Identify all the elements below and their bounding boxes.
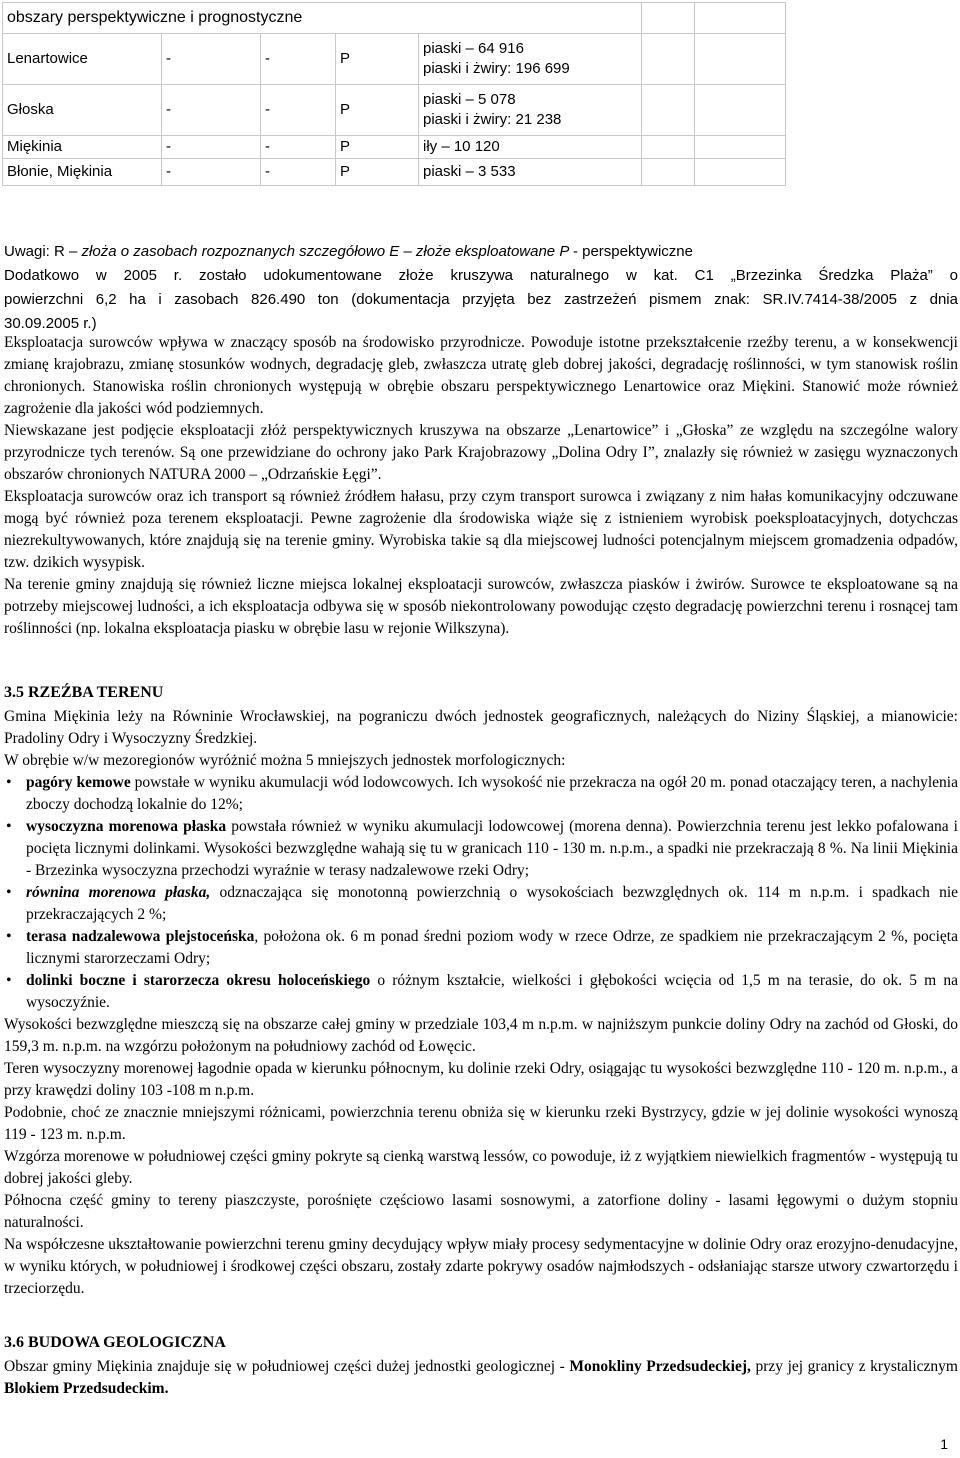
paragraph: Gmina Miękinia leży na Równinie Wrocławskiej, na pograniczu dwóch jednostek geograficznych, należących do Niziny Śląskiej, a mianowicie: Pradoliny Odry i Wysoczyzny Średzkiej. xyxy=(4,708,958,747)
paragraph: Północna część gminy to tereny piaszczyste, porośnięte częściowo lasami sosnowymi, a zatorfione doliny - lasami łęgowymi o dużym stopniu naturalności. xyxy=(4,1192,958,1231)
exploitation-impact-text xyxy=(4,332,958,640)
deposits-table xyxy=(2,2,786,186)
page-number: 1 xyxy=(940,1436,948,1452)
table-row: Miękinia - - P iły – 10 120 xyxy=(3,136,786,159)
paragraph: Eksploatacja surowców wpływa w znaczący sposób na środowisko przyrodnicze. Powoduje istotne przekształcenie rzeźby terenu, a w konsekwencji zmianę krajobrazu, zmianę stosunków wodnych, degradację gleb, zwłaszcza utratę gleb dobrej jakości, degradację roślinności, w tym stanowisk roślin chronionych. Stanowiska roślin chronionych występują w obrębie obszaru perspektywicznego Lenartowice oraz Miękini. Stanowić może również zagrożenie dla jakości wód podziemnych. xyxy=(4,334,958,417)
paragraph: Niewskazane jest podjęcie eksploatacji złóż perspektywicznych kruszywa na obszarze „Lenartowice” i „Głoska” ze względu na szczególne walory przyrodnicze tych terenów. Są one przewidziane do ochrony jako Park Krajobrazowy „Dolina Odry I”, znalazły się również w zasięgu wyznaczonych obszarów chronionych NATURA 2000 – „Odrzańskie Łęgi”. xyxy=(4,422,958,483)
legend-note: Uwagi: R – złoża o zasobach rozpoznanych szczegółowo E – złoże eksploatowane P - perspektywiczne xyxy=(4,243,693,260)
relief-section-text xyxy=(4,706,958,1300)
table-row: Błonie, Miękinia - - P piaski – 3 533 xyxy=(3,159,786,186)
table-section-header: obszary perspektywiczne i prognostyczne xyxy=(3,3,642,34)
morphological-units-list xyxy=(4,772,958,1014)
paragraph: Wysokości bezwzględne mieszczą się na obszarze całej gminy w przedziale 103,4 m n.p.m. w najniższym punkcie doliny Odry na zachód od Głoski, do 159,3 m. n.p.m. na wzgórzu położonym na południowy zachód od Łowęcic. xyxy=(4,1016,958,1055)
table-row: Głoska - - P piaski – 5 078 piaski i żwiry: 21 238 xyxy=(3,85,786,136)
paragraph: Teren wysoczyzny morenowej łagodnie opada w kierunku północnym, ku dolinie rzeki Odry, osiągając tu wysokości bezwzględne 110 - 120 m. n.p.m., a przy krawędzi doliny 103 -108 m n.p.m. xyxy=(4,1060,958,1099)
geology-section-text xyxy=(4,1356,958,1400)
paragraph: W obrębie w/w mezoregionów wyróżnić można 5 mniejszych jednostek morfologicznych: xyxy=(4,752,566,769)
list-item: • terasa nadzalewowa plejstoceńska, położona ok. 6 m ponad średni poziom wody w rzece Odrze, ze spadkiem nie przekraczającym 2 %, pocięta licznymi starorzeczami Odry; xyxy=(26,926,958,970)
paragraph: Na terenie gminy znajdują się również liczne miejsca lokalnej eksploatacji surowców, zwłaszcza piasków i żwirów. Surowce te eksploatowane są na potrzeby miejscowej ludności, a ich eksploatacja odbywa się w sposób niekontrolowany powodując często degradację powierzchni terenu i rosnącej tam roślinności (np. lokalna eksploatacja piasku w obrębie lasu w rejonie Wilkszyna). xyxy=(4,576,958,637)
list-item: • pagóry kemowe powstałe w wyniku akumulacji wód lodowcowych. Ich wysokość nie przekracza na ogół 20 m. ponad otaczający teren, a nachylenia zboczy dochodzą lokalnie do 12%; xyxy=(26,772,958,816)
paragraph: Na współczesne ukształtowanie powierzchni terenu gminy decydujący wpływ miały procesy sedymentacyjne w dolinie Odry oraz erozyjno-denudacyjne, w wyniku których, w południowej i środkowej części obszaru, zostały zdarte pokrywy osadów najmłodszych - odsłaniając starsze utwory czwartorzędu i trzeciorzędu. xyxy=(4,1236,958,1297)
list-item: • równina morenowa płaska, odznaczająca się monotonną powierzchnią o wysokościach bezwzględnych ok. 114 m n.p.m. i spadkach nie przekraczających 2 %; xyxy=(26,882,958,926)
paragraph: Wzgórza morenowe w południowej części gminy pokryte są cienką warstwą lessów, co powoduje, iż z wyjątkiem niewielkich fragmentów - występują tu dobrej jakości gleby. xyxy=(4,1148,958,1187)
table-row: Lenartowice - - P piaski – 64 916 piaski i żwiry: 196 699 xyxy=(3,34,786,85)
table-notes: Uwagi: R – złoża o zasobach rozpoznanych szczegółowo E – złoże eksploatowane P - perspektywiczne Dodatkowo w 2005 r. zostało udokumentowane złoże kruszywa naturalnego w kat. C1 „Brzezinka Średzka Plaża” o powierzchni 6,2 ha i zasobach 826.490 ton (dokumentacja przyjęta bez zastrzeżeń pismem znak: SR.IV.7414-38/2005 z dnia 30.09.2005 r.) xyxy=(4,240,958,336)
section-heading-3-6: 3.6 BUDOWA GEOLOGICZNA xyxy=(4,1334,226,1351)
paragraph: Eksploatacja surowców oraz ich transport są również źródłem hałasu, przy czym transport surowca i związany z nim hałas komunikacyjny odczuwane mogą być również poza terenem eksploatacji. Pewne zagrożenie dla środowiska wiąże się z istnieniem wyrobisk poeksploatacyjnych, dotychczas niezrekultywowanych, które znajdują się na terenie gminy. Wyrobiska takie są dla miejscowej ludności potencjalnym miejscem gromadzenia odpadów, tzw. dzikich wysypisk. xyxy=(4,488,958,571)
list-item: • wysoczyzna morenowa płaska powstała również w wyniku akumulacji lodowcowej (morena denna). Powierzchnia terenu jest lekko pofalowana i pocięta licznymi dolinkami. Wysokości bezwzględne wahają się tu w granicach 110 - 130 m. n.p.m., a spadki nie przekraczają 8 %. Na linii Miękinia - Brzezinka wysoczyzna przechodzi wyraźnie w terasy nadzalewowe rzeki Odry; xyxy=(26,816,958,882)
list-item: • dolinki boczne i starorzecza okresu holoceńskiego o różnym kształcie, wielkości i głębokości wcięcia od 1,5 m na terasie, do ok. 5 m na wysoczyźnie. xyxy=(26,970,958,1014)
additional-deposit-note: Dodatkowo w 2005 r. zostało udokumentowane złoże kruszywa naturalnego w kat. C1 „Brzezinka Średzka Plaża” o xyxy=(4,267,958,284)
section-heading-3-5: 3.5 RZEŹBA TERENU xyxy=(4,684,164,701)
paragraph: Obszar gminy Miękinia znajduje się w południowej części dużej jednostki geologicznej - Monokliny Przedsudeckiej, przy jej granicy z krystalicznym Blokiem Przedsudeckim. xyxy=(4,1358,958,1397)
paragraph: Podobnie, choć ze znacznie mniejszymi różnicami, powierzchnia terenu obniża się w kierunku rzeki Bystrzycy, gdzie w jej dolinie wysokości wynoszą 119 - 123 m. n.p.m. xyxy=(4,1104,958,1143)
